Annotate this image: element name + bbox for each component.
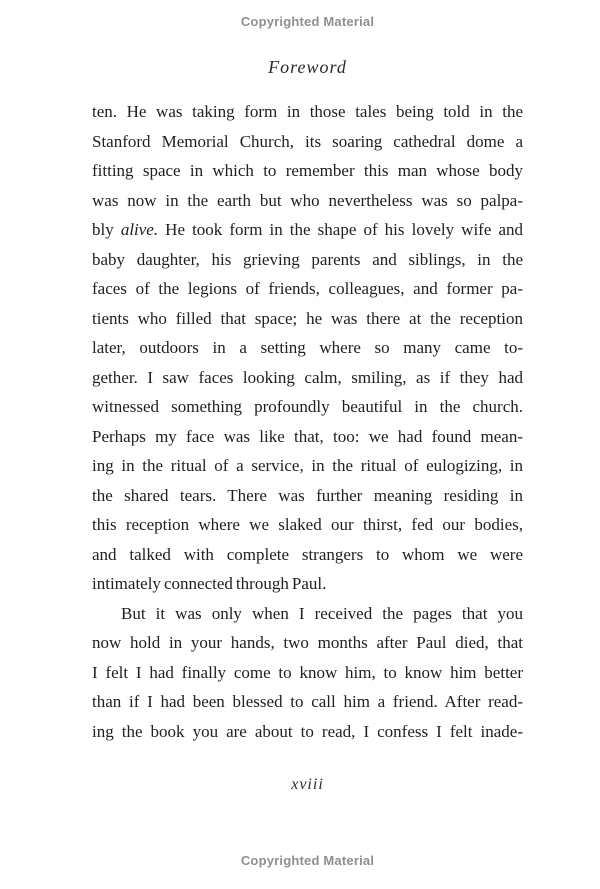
paragraph-2 <box>92 599 523 747</box>
body-line: I felt I had finally come to know him, to know him better <box>92 662 523 682</box>
body-line: gether. I saw faces looking calm, smiling, as if they had <box>92 367 523 387</box>
body-line: than if I had been blessed to call him a friend. After read- <box>92 692 523 711</box>
chapter-heading: Foreword <box>268 57 347 77</box>
italic-word: alive. <box>120 220 159 239</box>
body-line-post: He took form in the shape of his lovely wife and <box>158 220 523 239</box>
body-line: tients who filled that space; he was there at the reception <box>92 308 523 328</box>
body-line-pre: bly <box>92 220 121 239</box>
body-line: intimately connected through Paul. <box>92 574 327 593</box>
body-line: But it was only when I received the pages that you <box>121 603 523 623</box>
body-line: faces of the legions of friends, colleagues, and former pa- <box>92 279 523 298</box>
page-number: xviii <box>291 776 324 793</box>
body-line: the shared tears. There was further meaning residing in <box>92 485 523 505</box>
body-line: ten. He was taking form in those tales being told in the <box>92 102 523 121</box>
copyright-notice-bottom: Copyrighted Material <box>240 853 375 868</box>
body-line: was now in the earth but who nevertheless was so palpa- <box>92 190 523 210</box>
body-line: fitting space in which to remember this man whose body <box>92 161 523 180</box>
body-line: baby daughter, his grieving parents and siblings, in the <box>92 249 523 269</box>
body-line: now hold in your hands, two months after Paul died, that <box>92 633 523 652</box>
body-line: ing the book you are about to read, I confess I felt inade- <box>92 721 523 741</box>
body-text <box>92 97 523 746</box>
body-line-with-italic <box>92 215 523 245</box>
body-line: this reception where we slaked our thirst, fed our bodies, <box>92 515 523 534</box>
body-line: Perhaps my face was like that, too: we had found mean- <box>92 426 523 446</box>
body-line: and talked with complete strangers to whom we were <box>92 544 523 564</box>
body-line: ing in the ritual of a service, in the ritual of eulogizing, in <box>92 456 523 475</box>
body-line: Stanford Memorial Church, its soaring cathedral dome a <box>92 131 523 151</box>
paragraph-1 <box>92 97 523 599</box>
copyright-notice-top: Copyrighted Material <box>240 14 375 29</box>
body-line: witnessed something profoundly beautiful in the church. <box>92 397 523 416</box>
body-line: later, outdoors in a setting where so many came to- <box>92 338 523 357</box>
